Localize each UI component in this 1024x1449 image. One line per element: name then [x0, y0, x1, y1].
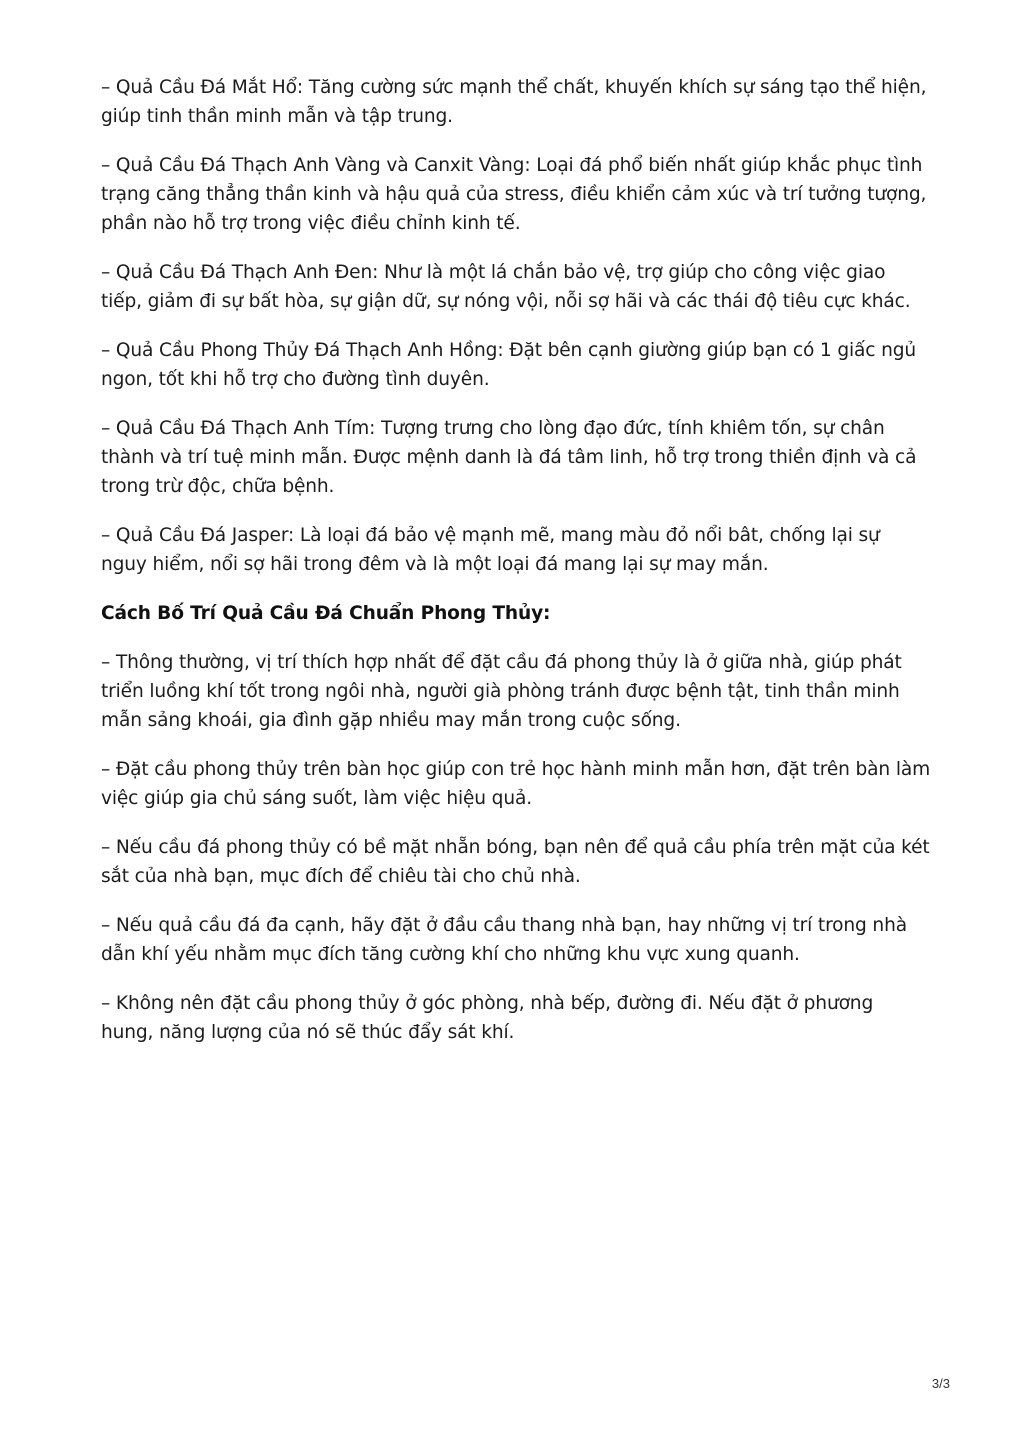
paragraph-khong-nen-dat: – Không nên đặt cầu phong thủy ở góc phòng, nhà bếp, đường đi. Nếu đặt ở phương hung, năng lượng của nó sẽ thúc đẩy sát khí. [101, 993, 874, 1043]
paragraph-ban-hoc: – Đặt cầu phong thủy trên bàn học giúp con trẻ học hành minh mẫn hơn, đặt trên bàn làm việc giúp gia chủ sáng suốt, làm việc hiệu quả. [101, 759, 931, 809]
paragraph-jasper: – Quả Cầu Đá Jasper: Là loại đá bảo vệ mạnh mẽ, mang màu đỏ nổi bât, chống lại sự nguy hiểm, nổi sợ hãi trong đêm và là một loại đá mang lại sự may mắn. [101, 525, 880, 575]
paragraph-cau-thang: – Nếu quả cầu đá đa cạnh, hãy đặt ở đầu cầu thang nhà bạn, hay những vị trí trong nhà dẫn khí yếu nhằm mục đích tăng cường khí cho những khu vực xung quanh. [101, 915, 907, 965]
page-number: 3/3 [931, 1376, 950, 1391]
document-body [101, 73, 931, 1067]
paragraph-thach-anh-hong: – Quả Cầu Phong Thủy Đá Thạch Anh Hồng: Đặt bên cạnh giường giúp bạn có 1 giấc ngủ ngon, tốt khi hỗ trợ cho đường tình duyên. [101, 340, 917, 390]
section-heading: Cách Bố Trí Quả Cầu Đá Chuẩn Phong Thủy: [101, 603, 551, 624]
paragraph-vi-tri-giua-nha: – Thông thường, vị trí thích hợp nhất để đặt cầu đá phong thủy là ở giữa nhà, giúp phát triển luồng khí tốt trong ngôi nhà, người già phòng tránh được bệnh tật, tinh thần minh mẫn sảng khoái, gia đình gặp nhiều may mắn trong cuộc sống. [101, 652, 902, 731]
paragraph-mat-ho: – Quả Cầu Đá Mắt Hổ: Tăng cường sức mạnh thể chất, khuyến khích sự sáng tạo thể hiện, giúp tinh thần minh mẫn và tập trung. [101, 77, 927, 127]
paragraph-thach-anh-tim: – Quả Cầu Đá Thạch Anh Tím: Tượng trưng cho lòng đạo đức, tính khiêm tốn, sự chân thành và trí tuệ minh mẫn. Được mệnh danh là đá tâm linh, hỗ trợ trong thiền định và cả trong trừ độc, chữa bệnh. [101, 418, 917, 497]
paragraph-ket-sat: – Nếu cầu đá phong thủy có bề mặt nhẵn bóng, bạn nên để quả cầu phía trên mặt của két sắt của nhà bạn, mục đích để chiêu tài cho chủ nhà. [101, 837, 930, 887]
paragraph-thach-anh-den: – Quả Cầu Đá Thạch Anh Đen: Như là một lá chắn bảo vệ, trợ giúp cho công việc giao tiếp, giảm đi sự bất hòa, sự giận dữ, sự nóng vội, nỗi sợ hãi và các thái độ tiêu cực khác. [101, 262, 911, 312]
paragraph-thach-anh-vang: – Quả Cầu Đá Thạch Anh Vàng và Canxit Vàng: Loại đá phổ biến nhất giúp khắc phục tình trạng căng thẳng thần kinh và hậu quả của stress, điều khiển cảm xúc và trí tưởng tượng, phần nào hỗ trợ trong việc điều chỉnh kinh tế. [101, 155, 927, 234]
